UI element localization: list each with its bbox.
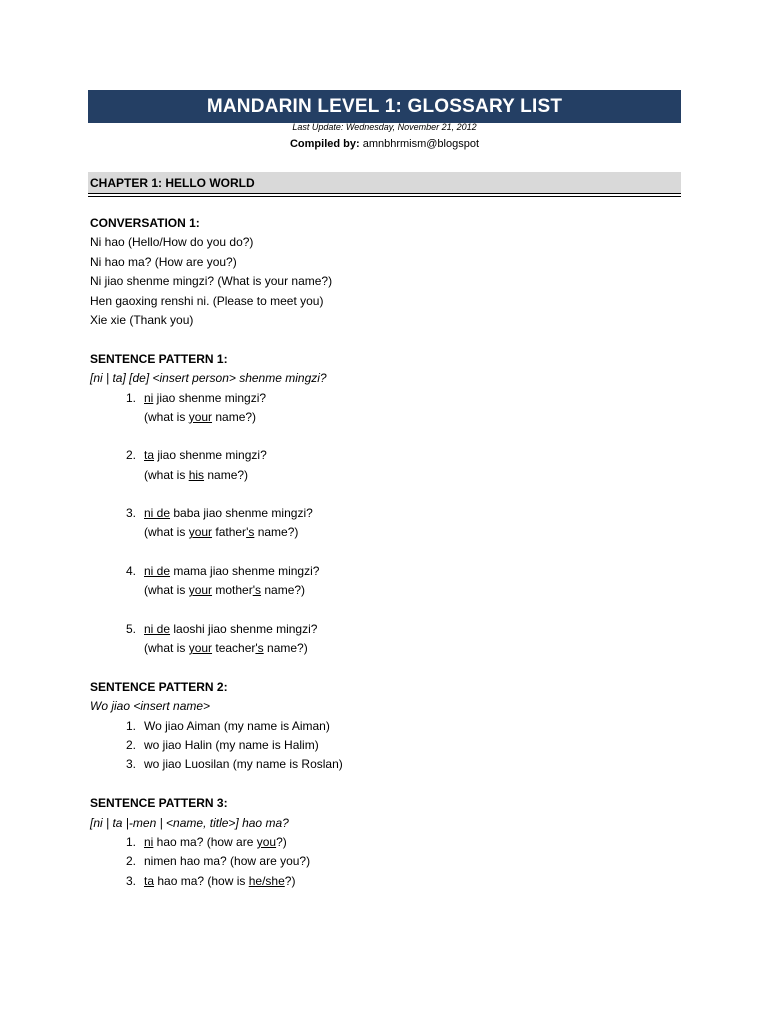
list-item-text: laoshi jiao shenme mingzi? xyxy=(170,621,318,636)
conversation-line: Xie xie (Thank you) xyxy=(90,312,194,327)
conversation-line: Ni hao (Hello/How do you do?) xyxy=(90,235,254,250)
pinyin-keyword: ni de xyxy=(144,506,171,521)
chapter-heading: CHAPTER 1: HELLO WORLD xyxy=(88,172,681,193)
list-item-translation: (what is his name?) xyxy=(144,467,249,482)
compiled-by xyxy=(88,138,681,150)
translation-keyword: your xyxy=(188,525,213,540)
list-item xyxy=(90,446,680,465)
list-item-text: wo jiao Halin (my name is Halim) xyxy=(144,737,319,752)
translation-keyword: his xyxy=(188,467,205,482)
conversation-line: Ni jiao shenme mingzi? (What is your name?) xyxy=(90,274,333,289)
pinyin-keyword: ni xyxy=(144,834,154,849)
translation-keyword: you xyxy=(256,834,277,849)
chapter-rule xyxy=(88,193,681,194)
list-item-translation: (what is your name?) xyxy=(144,409,257,424)
pattern-formula: [ni | ta] [de] <insert person> shenme mingzi? xyxy=(90,371,327,386)
list-item xyxy=(90,852,680,871)
pinyin-keyword: ni de xyxy=(144,621,171,636)
conversation-line: Ni hao ma? (How are you?) xyxy=(90,254,237,269)
translation-keyword: he/she xyxy=(248,873,285,888)
last-update: Last Update: Wednesday, November 21, 2012 xyxy=(292,122,477,132)
list-item-text: wo jiao Luosilan (my name is Roslan) xyxy=(144,757,343,772)
list-number: 2. xyxy=(125,737,136,752)
translation-keyword: your xyxy=(188,641,213,656)
compiled-label: Compiled by: xyxy=(289,138,360,150)
list-item-text: jiao shenme mingzi? xyxy=(153,390,267,405)
pinyin-keyword: ta xyxy=(144,873,155,888)
translation-keyword: your xyxy=(188,409,213,424)
pattern-formula: [ni | ta |-men | <name, title>] hao ma? xyxy=(90,815,289,830)
list-number: 1. xyxy=(125,834,136,849)
pattern-heading: SENTENCE PATTERN 1: xyxy=(90,351,228,366)
list-number: 3. xyxy=(125,757,136,772)
list-item-translation: (what is your father's name?) xyxy=(144,525,299,540)
list-number: 5. xyxy=(125,621,136,636)
pinyin-keyword: ta xyxy=(144,448,155,463)
list-item-translation: (what is your teacher's name?) xyxy=(144,641,308,656)
pattern-formula: Wo jiao <insert name> xyxy=(90,699,211,714)
pinyin-keyword: ni xyxy=(144,390,154,405)
list-item xyxy=(90,717,680,736)
list-item-text: jiao shenme mingzi? xyxy=(154,448,267,463)
document-title: MANDARIN LEVEL 1: GLOSSARY LIST xyxy=(88,90,681,123)
list-item-text: baba jiao shenme mingzi? xyxy=(170,506,313,521)
list-item xyxy=(90,620,680,639)
list-item: 3. ta hao ma? (how is he/she?) xyxy=(90,872,680,891)
glossary-content xyxy=(90,214,680,891)
list-number: 3. xyxy=(125,873,136,888)
conversation-line: Hen gaoxing renshi ni. (Please to meet you) xyxy=(90,293,324,308)
chapter-rule xyxy=(88,196,681,197)
list-item: 1. ni hao ma? (how are you?) xyxy=(90,833,680,852)
pattern-heading: SENTENCE PATTERN 2: xyxy=(90,679,228,694)
list-item xyxy=(90,504,680,523)
pattern-heading: SENTENCE PATTERN 3: xyxy=(90,796,228,811)
list-item xyxy=(90,736,680,755)
compiled-value: amnbhrmism@blogspot xyxy=(362,138,480,150)
translation-keyword: your xyxy=(188,583,213,598)
list-item-text: Wo jiao Aiman (my name is Aiman) xyxy=(144,718,330,733)
conversation-heading: CONVERSATION 1: xyxy=(90,216,200,230)
list-number: 3. xyxy=(125,506,136,521)
list-number: 2. xyxy=(125,854,136,869)
list-item xyxy=(90,389,680,408)
list-item-translation: (what is your mother's name?) xyxy=(144,583,306,598)
list-number: 1. xyxy=(125,390,136,405)
list-item xyxy=(90,755,680,774)
list-item xyxy=(90,562,680,581)
list-item-text: mama jiao shenme mingzi? xyxy=(170,563,320,578)
list-item-text: nimen hao ma? (how are you?) xyxy=(144,854,311,869)
pinyin-keyword: ni de xyxy=(144,563,171,578)
list-number: 4. xyxy=(125,563,136,578)
list-number: 2. xyxy=(125,448,136,463)
list-number: 1. xyxy=(125,718,136,733)
